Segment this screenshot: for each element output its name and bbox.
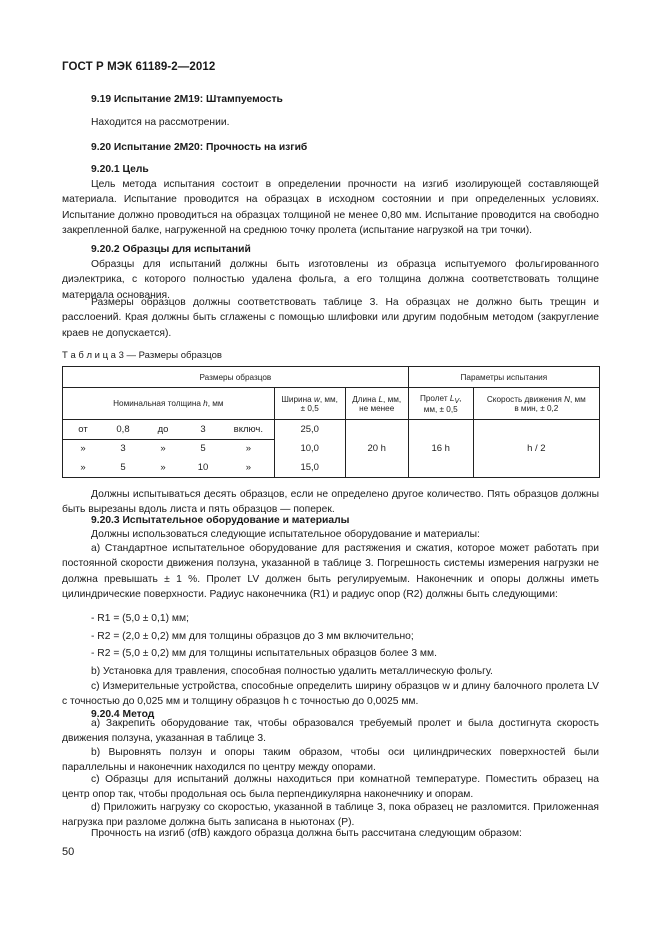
section-9-20-2-p1: Образцы для испытаний должны быть изготовлены из образца испытуемого фольгированного диэлектрика, с которого полностью удалена фольга, а его толщина должна соответствовать толщине материала основания. bbox=[62, 259, 599, 301]
table-cell: 5 bbox=[200, 443, 206, 455]
table-caption: Т а б л и ц а 3 — Размеры образцов bbox=[62, 350, 222, 361]
section-9-20-1-text: Цель метода испытания состоит в определении прочности на изгиб изолирующей составляющей материала. Испытание проводится на образцах в исходном состоянии и при определенных условиях. Испытание должно проводиться на образцах толщиной не менее 0,80 мм. Испытание проводится на свободно закрепленной балке, нагруженной на среднюю точку пролета (испытание нагрузкой на три точки). bbox=[62, 179, 599, 237]
table-cell: » bbox=[143, 458, 183, 477]
table-header-length: Длина L, мм, не менее bbox=[345, 388, 408, 420]
section-9-20-3-title: 9.20.3 Испытательное оборудование и материалы bbox=[91, 515, 350, 526]
page-number: 50 bbox=[62, 846, 75, 858]
table-cell: от bbox=[63, 420, 104, 440]
table-cell: до bbox=[143, 420, 183, 440]
table-cell-length: 20 h bbox=[345, 420, 408, 478]
section-9-20-2-p2: Размеры образцов должны соответствовать таблице 3. На образцах не должно быть трещин и расслоений. Края должны быть сглажены с помощью шлифовки или другим подобным методом (закругление краев не допускается). bbox=[62, 297, 599, 339]
table-cell-width: 15,0 bbox=[274, 458, 345, 477]
section-9-19-title: 9.19 Испытание 2М19: Штампуемость bbox=[91, 94, 283, 105]
section-9-20-4-title: 9.20.4 Метод bbox=[91, 709, 155, 720]
section-9-20-3-item-a: а) Стандартное испытательное оборудование для растяжения и сжатия, которое может работать при постоянной скорости движения ползуна, указанной в таблице 3. Погрешность системы измерения нагрузки не должна превышать ± 1 %. Пролет LV должен быть регулируемым. Наконечник и опоры должны иметь цилиндрические поверхности. Радиус наконечника (R1) и радиус опор (R2) должны быть следующими: bbox=[62, 543, 599, 601]
table-header-speed: Скорость движения N, мм в мин, ± 0,2 bbox=[473, 388, 599, 420]
section-9-20-3-intro: Должны использоваться следующие испытательное оборудование и материалы: bbox=[91, 529, 480, 540]
section-9-20-3-item-c: с) Измерительные устройства, способные определить ширину образцов w и длину балочного пролета LV с точностью до 0,025 мм и толщину образцов h с точностью до 0,0025 мм. bbox=[62, 681, 599, 708]
table-cell: 3 bbox=[183, 420, 223, 440]
section-9-20-4-item-a: а) Закрепить оборудование так, чтобы образовался требуемый пролет и была достигнута скорость движения ползуна, указанная в таблице 3. bbox=[62, 718, 599, 745]
section-9-20-2-title: 9.20.2 Образцы для испытаний bbox=[91, 244, 251, 255]
section-9-19-text: Находится на рассмотрении. bbox=[91, 117, 230, 128]
table-cell: включ. bbox=[223, 420, 274, 440]
table-cell-width: 25,0 bbox=[274, 420, 345, 440]
table-cell: » bbox=[223, 439, 274, 458]
table-cell: 5 bbox=[103, 458, 143, 477]
after-table-text: Должны испытываться десять образцов, если не определено другое количество. Пять образцов должны быть вырезаны вдоль листа и пять образцов — поперек. bbox=[62, 489, 599, 516]
radius-r2-thin: - R2 = (2,0 ± 0,2) мм для толщины образцов до 3 мм включительно; bbox=[91, 631, 414, 642]
section-9-20-4-item-c: с) Образцы для испытаний должны находиться при комнатной температуре. Поместить образец на центр опор так, чтобы продольная ось была перпендикулярна наконечнику и опорам. bbox=[62, 774, 599, 801]
section-9-20-3-item-b: b) Установка для травления, способная полностью удалить металлическую фольгу. bbox=[91, 666, 493, 677]
section-9-20-4-item-b: b) Выровнять ползун и опоры таким образом, чтобы оси цилиндрических поверхностей были параллельны и наконечник находился по центру между опорами. bbox=[62, 747, 599, 774]
document-header: ГОСТ Р МЭК 61189-2—2012 bbox=[62, 61, 216, 73]
table-header-span: Пролет LV, мм, ± 0,5 bbox=[408, 388, 473, 420]
section-9-20-1-title: 9.20.1 Цель bbox=[91, 164, 149, 175]
table-group-sample-dimensions: Размеры образцов bbox=[63, 367, 409, 388]
table-cell-span: 16 h bbox=[408, 420, 473, 478]
section-9-20-4-item-d: d) Приложить нагрузку со скоростью, указанной в таблице 3, пока образец не разломится. Приложенная нагрузка при разломе должна быть записана в ньютонах (P). bbox=[62, 802, 599, 829]
table-cell: » bbox=[63, 458, 104, 477]
section-9-20-title: 9.20 Испытание 2М20: Прочность на изгиб bbox=[91, 142, 308, 153]
table-cell: » bbox=[223, 458, 274, 477]
table-cell: 0,8 bbox=[103, 420, 143, 440]
table-cell-width: 10,0 bbox=[274, 439, 345, 458]
table-header-width: Ширина w, мм, ± 0,5 bbox=[274, 388, 345, 420]
table-group-test-parameters: Параметры испытания bbox=[408, 367, 599, 388]
table-cell: 3 bbox=[120, 443, 126, 455]
table-cell: » bbox=[160, 443, 166, 455]
radius-r1: - R1 = (5,0 ± 0,1) мм; bbox=[91, 613, 189, 624]
section-9-20-4-last: Прочность на изгиб (σfB) каждого образца должна быть рассчитана следующим образом: bbox=[91, 828, 522, 839]
table-cell: » bbox=[63, 439, 104, 458]
sample-dimensions-table bbox=[62, 366, 600, 478]
radius-r2-thick: - R2 = (5,0 ± 0,2) мм для толщины испытательных образцов более 3 мм. bbox=[91, 648, 437, 659]
table-header-thickness: Номинальная толщина h, мм bbox=[63, 388, 275, 420]
table-cell: 10 bbox=[183, 458, 223, 477]
table-cell-speed: h / 2 bbox=[473, 420, 599, 478]
